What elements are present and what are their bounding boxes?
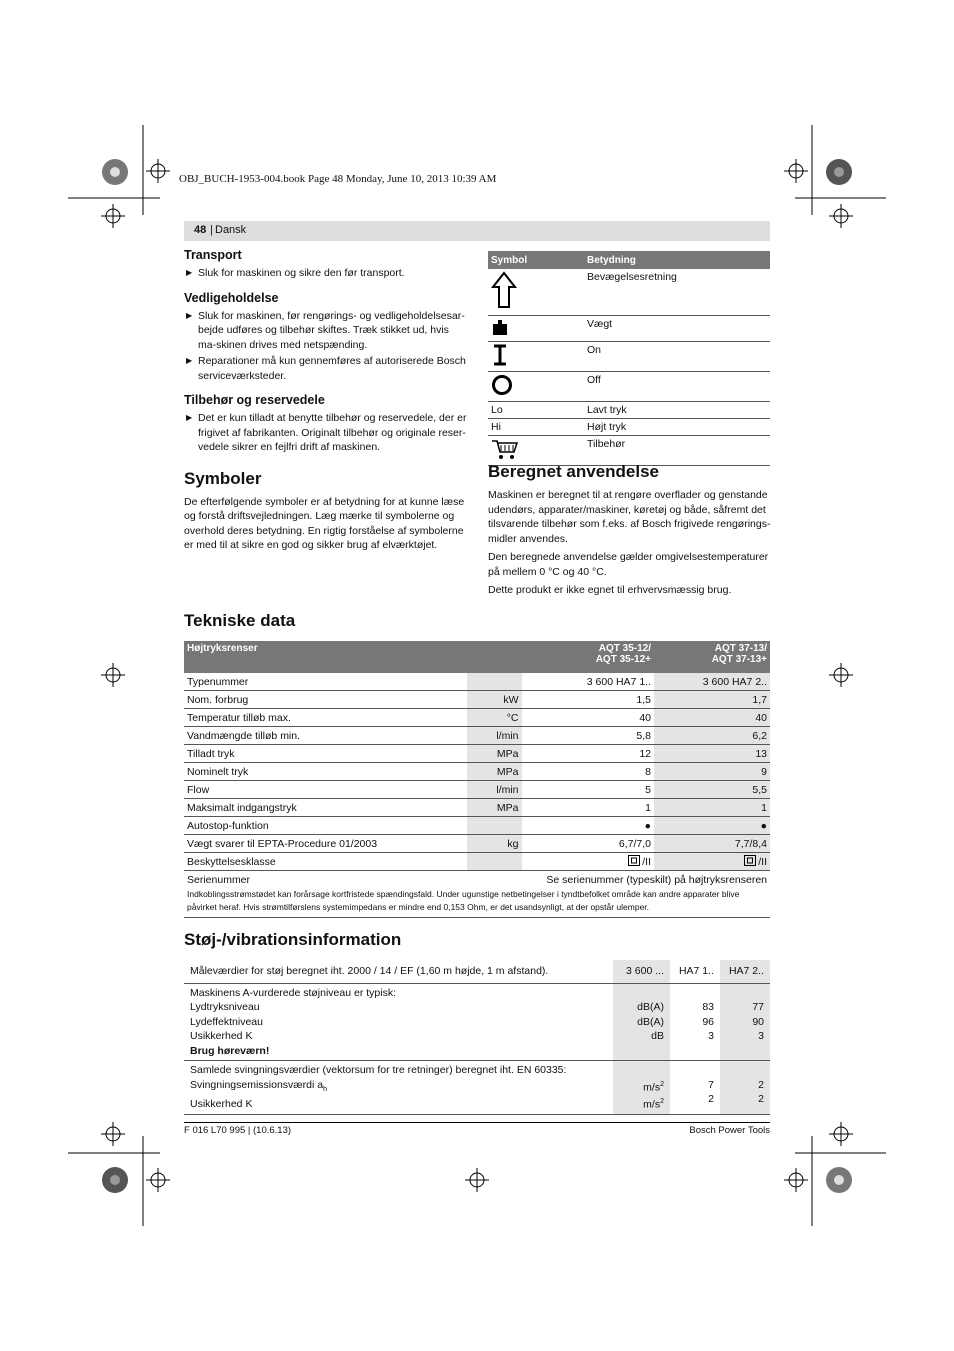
sound-unit: dB(A) <box>637 1015 664 1028</box>
tech-unit-cell <box>466 817 522 835</box>
tech-value-cell: 40 <box>654 709 770 727</box>
tech-label-cell: Vandmængde tilløb min. <box>184 727 466 745</box>
meaning-cell: Vægt <box>584 315 770 341</box>
meaning-cell: Højt tryk <box>584 418 770 435</box>
vibration-unit: $m/s^2$ <box>643 1097 664 1110</box>
tech-value-cell: 40 <box>522 709 654 727</box>
symbol-cell: Hi <box>488 418 584 435</box>
sound-value: 3 <box>708 1030 714 1042</box>
tech-label-cell: Typenummer <box>184 673 466 691</box>
tech-header-model: AQT 35-12/ AQT 35-12+ <box>522 641 654 673</box>
table-row <box>488 371 770 401</box>
noise-header-text: Måleværdier for støj beregnet iht. 2000 / 14 / EF (1,60 m højde, 1 m afstand). <box>184 960 613 983</box>
table-row <box>488 315 770 341</box>
table-row <box>184 709 770 727</box>
symbol-cell <box>488 341 584 371</box>
meaning-cell: Off <box>584 371 770 401</box>
symbols-heading: Symboler <box>184 468 262 488</box>
table-row <box>184 727 770 745</box>
tech-label-cell: Beskyttelsesklasse <box>184 853 466 871</box>
arrow-up-icon <box>491 271 517 309</box>
footer-rule <box>184 1122 770 1123</box>
tech-label-cell: Tilladt tryk <box>184 745 466 763</box>
tech-unit-cell: kW <box>466 691 522 709</box>
symbol-table-header: Betydning <box>584 251 770 269</box>
vibration-label: Svingningsemissionsværdi $a_h$ <box>190 1078 327 1093</box>
symbol-cell <box>488 269 584 315</box>
table-row <box>184 673 770 691</box>
tech-unit-cell: °C <box>466 709 522 727</box>
tech-value-cell: 6,7/7,0 <box>522 835 654 853</box>
symbol-table-header: Symbol <box>488 251 584 269</box>
tech-label-cell: Temperatur tilløb max. <box>184 709 466 727</box>
tech-value-cell: 1,7 <box>654 691 770 709</box>
sound-label: Lydtryksniveau <box>190 1001 260 1013</box>
tech-header-model: AQT 37-13/ AQT 37-13+ <box>654 641 770 673</box>
noise-header-col: HA7 1.. <box>670 960 720 983</box>
table-row <box>184 763 770 781</box>
tech-value-cell: 5,8 <box>522 727 654 745</box>
noise-table <box>184 960 770 1115</box>
intended-use-heading: Beregnet anvendelse <box>488 462 660 481</box>
noise-heading: Støj-/vibrationsinformation <box>184 930 402 949</box>
tech-value-cell: 6,2 <box>654 727 770 745</box>
sound-value: 90 <box>752 1015 764 1028</box>
symbols-text: De efterfølgende symboler er af betydning for at kunne læse og forstå driftsvejledningen. Læg mærke til symbolerne og overhold deres betydning. En rigtig forståelse af symbolerne er med til at sikre en god og sikker brug af elværktøjet. <box>184 495 465 551</box>
tech-value-cell: ● <box>654 817 770 835</box>
file-header: OBJ_BUCH-1953-004.book Page 48 Monday, June 10, 2013 10:39 AM <box>179 173 497 185</box>
symbol-cell <box>488 435 584 465</box>
transport-heading: Transport <box>184 248 242 262</box>
page-number: 48 <box>194 224 207 236</box>
tech-value-cell: 3 600 HA7 1.. <box>522 673 654 691</box>
tech-value-cell: 1,5 <box>522 691 654 709</box>
tech-value-cell: 13 <box>654 745 770 763</box>
off-icon <box>491 374 513 396</box>
intended-use-paragraph: Den beregnede anvendelse gælder omgivelsestemperaturer på mellem 0 °C og 40 °C. <box>488 551 769 578</box>
table-row <box>184 871 770 889</box>
protection-class-icon <box>744 855 756 866</box>
sound-unit: dB <box>651 1030 664 1042</box>
symbol-cell: Lo <box>488 401 584 418</box>
sound-unit: dB(A) <box>637 1001 664 1013</box>
tech-value-cell: 1 <box>522 799 654 817</box>
footer-left: F 016 L70 995 | (10.6.13) <box>184 1125 292 1136</box>
table-row <box>488 418 770 435</box>
meaning-cell: Bevægelsesretning <box>584 269 770 315</box>
weight-icon <box>491 318 509 336</box>
tech-unit-cell <box>466 673 522 691</box>
sound-value: 3 <box>758 1030 764 1042</box>
running-head <box>184 221 770 241</box>
tech-value-cell: 5 <box>522 781 654 799</box>
running-head-section: Dansk <box>215 224 247 236</box>
table-row <box>488 341 770 371</box>
tech-unit-cell: l/min <box>466 781 522 799</box>
maintenance-heading: Vedligeholdelse <box>184 290 279 305</box>
vibration-value: 2 <box>758 1093 764 1105</box>
vibration-intro: Samlede svingningsværdier (vektorsum for tre retninger) beregnet iht. EN 60335: <box>190 1064 567 1076</box>
running-head-divider: | <box>210 224 213 236</box>
tech-data-heading: Tekniske data <box>184 611 296 630</box>
sound-label: Usikkerhed K <box>190 1030 253 1042</box>
maintenance-item: ▶ Sluk for maskinen, før rengørings- og vedligeholdelsesar-bejde udføres og tilbehør skiftes. Træk stikket ud, hvis ma-skinen drives med netspænding. <box>184 309 468 353</box>
intended-use-paragraph: Dette produkt er ikke egnet til erhvervsmæssig brug. <box>488 584 732 596</box>
tech-label-cell: Maksimalt indgangstryk <box>184 799 466 817</box>
intended-use-section <box>488 462 772 598</box>
hearing-protection-warning: Brug høreværn! <box>190 1044 270 1057</box>
cart-icon <box>491 438 519 460</box>
vibration-label: Usikkerhed K <box>190 1098 253 1111</box>
tech-header-unit <box>466 641 522 673</box>
vibration-value: 7 <box>708 1078 714 1091</box>
tech-unit-cell: MPa <box>466 763 522 781</box>
table-row <box>184 745 770 763</box>
table-row <box>184 799 770 817</box>
table-row <box>184 691 770 709</box>
sound-values-2 <box>720 983 770 1061</box>
tech-value-cell: 5,5 <box>654 781 770 799</box>
meaning-cell: Tilbehør <box>584 435 770 465</box>
accessories-item: ▶ Det er kun tilladt at benytte tilbehør og reservedele, der er frigivet af fabrikanten. Originalt tilbehør og originale reser-vedele sikrer en fejlfri drift af maskinen. <box>184 411 468 455</box>
noise-header-col: 3 600 ... <box>613 960 670 983</box>
table-row <box>184 835 770 853</box>
tech-note: Indkoblingsstrømstødet kan forårsage kortfristede spændingsfald. Under ugunstige netbetingelser i tyndtbefolket område kan andre apparater blive påvirket heraf. Hvis strømtilførslens systemimpedans er mindre end 0,153 Ohm, er det usandsynligt, at der opstår ulemper. <box>184 888 770 918</box>
left-column <box>184 248 468 553</box>
table-row <box>184 817 770 835</box>
tech-unit-cell: MPa <box>466 799 522 817</box>
accessories-heading: Tilbehør og reservedele <box>184 393 325 407</box>
sound-value: 96 <box>702 1015 714 1028</box>
table-row <box>488 401 770 418</box>
tech-header-label: Højtryksrenser <box>184 641 466 673</box>
tech-unit-cell: l/min <box>466 727 522 745</box>
vibration-values-1 <box>670 1061 720 1115</box>
table-row <box>184 781 770 799</box>
vibration-value: 2 <box>758 1078 764 1091</box>
tech-value-cell: /II <box>654 853 770 871</box>
tech-label-cell: Vægt svarer til EPTA-Procedure 01/2003 <box>184 835 466 853</box>
vibration-unit: $m/s^2$ <box>643 1080 664 1093</box>
vibration-labels <box>184 1061 613 1115</box>
sound-value: 77 <box>752 1001 764 1013</box>
symbol-table <box>488 251 770 466</box>
transport-item: ▶ Sluk for maskinen og sikre den før transport. <box>184 266 468 281</box>
sound-values-1 <box>670 983 720 1061</box>
protection-class-icon <box>628 855 640 866</box>
meaning-cell: Lavt tryk <box>584 401 770 418</box>
tech-label-cell: Autostop-funktion <box>184 817 466 835</box>
sound-intro: Maskinens A-vurderede støjniveau er typisk: <box>190 986 397 999</box>
sound-units <box>613 983 670 1061</box>
serial-value: Se serienummer (typeskilt) på højtryksrenseren <box>546 873 767 886</box>
maintenance-item: ▶ Reparationer må kun gennemføres af autoriserede Bosch serviceværksteder. <box>184 354 468 383</box>
vibration-units <box>613 1061 670 1115</box>
vibration-values-2 <box>720 1061 770 1115</box>
table-row <box>488 269 770 315</box>
tech-unit-cell: kg <box>466 835 522 853</box>
intended-use-paragraph: Maskinen er beregnet til at rengøre overflader og genstande udendørs, apparater/maskiner, køretøj og både, såfremt det tilsvarende tilbehør som f.eks. af Bosch frigivede rengørings-midler anvendes. <box>488 489 771 545</box>
tech-value-cell: 9 <box>654 763 770 781</box>
tech-value-cell: /II <box>522 853 654 871</box>
tech-value-cell: ● <box>522 817 654 835</box>
tech-label-cell: Flow <box>184 781 466 799</box>
tech-value-cell: 7,7/8,4 <box>654 835 770 853</box>
sound-value: 83 <box>702 1001 714 1013</box>
tech-value-cell: 8 <box>522 763 654 781</box>
table-row <box>488 435 770 465</box>
table-row <box>184 853 770 871</box>
tech-value-cell: 12 <box>522 745 654 763</box>
sound-labels <box>184 983 613 1061</box>
tech-unit-cell: MPa <box>466 745 522 763</box>
meaning-cell: On <box>584 341 770 371</box>
tech-label-cell: Nominelt tryk <box>184 763 466 781</box>
vibration-value: 2 <box>708 1093 714 1105</box>
symbol-cell <box>488 315 584 341</box>
serial-label: Serienummer <box>187 873 251 886</box>
tech-label-cell: Nom. forbrug <box>184 691 466 709</box>
tech-value-cell: 1 <box>654 799 770 817</box>
tech-unit-cell <box>466 853 522 871</box>
tech-value-cell: 3 600 HA7 2.. <box>654 673 770 691</box>
tech-data-table <box>184 641 770 918</box>
footer-right: Bosch Power Tools <box>689 1125 770 1136</box>
sound-label: Lydeffektniveau <box>190 1015 263 1028</box>
on-icon <box>491 344 509 366</box>
noise-header-col: HA7 2.. <box>720 960 770 983</box>
symbol-cell <box>488 371 584 401</box>
